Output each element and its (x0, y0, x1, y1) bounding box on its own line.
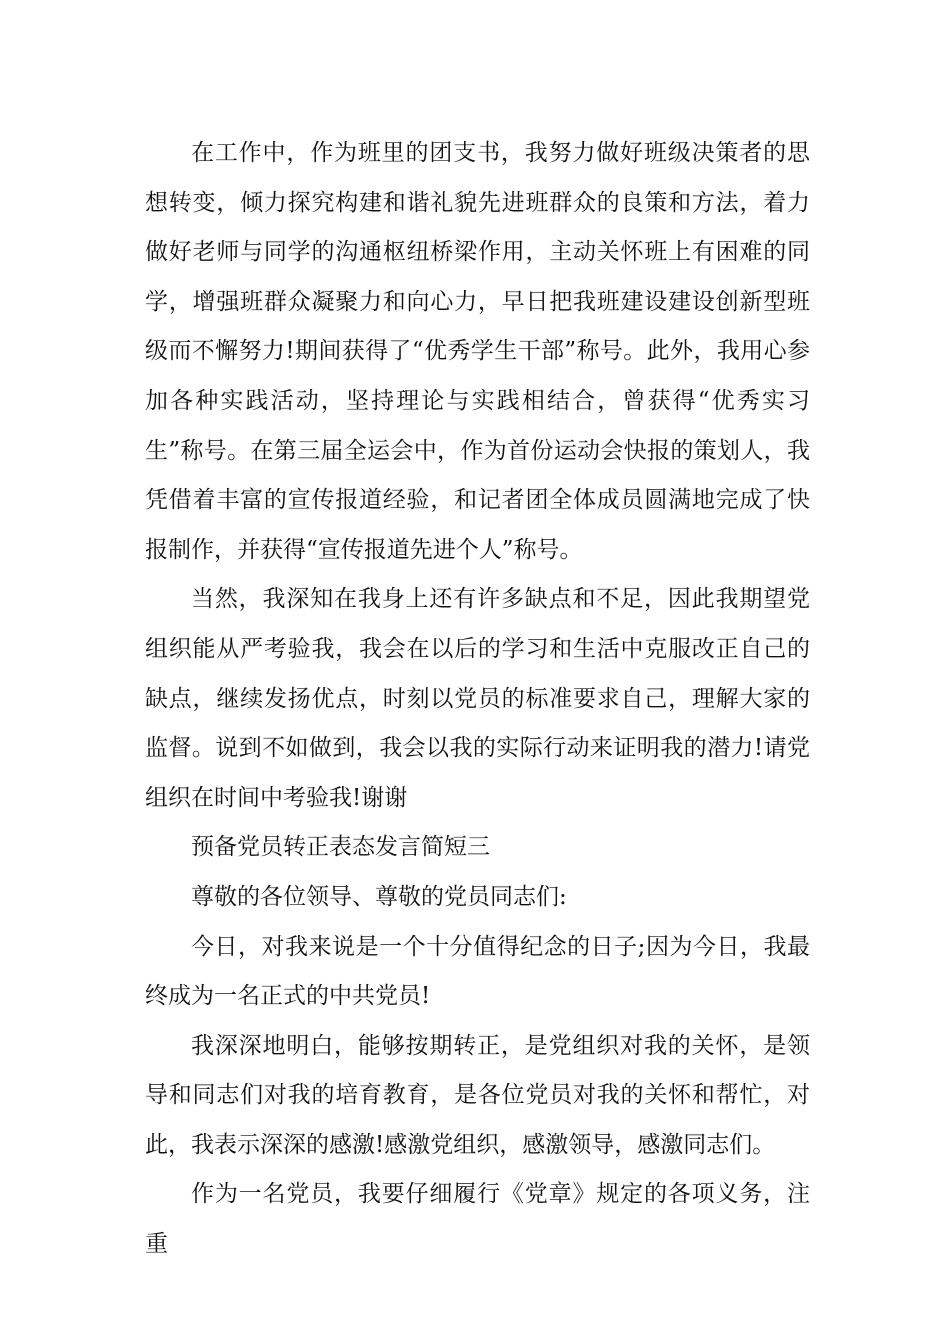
paragraph-today: 今日，对我来说是一个十分值得纪念的日子;因为今日，我最终成为一名正式的中共党员! (145, 933, 810, 1010)
salutation: 尊敬的各位领导、尊敬的党员同志们: (191, 883, 567, 910)
paragraph-gratitude: 我深深地明白，能够按期转正，是党组织对我的关怀，是领导和同志们对我的培育教育，是各位党员对我的关怀和帮忙，对此，我表示深深的感激!感激党组织，感激领导，感激同志们。 (145, 1032, 810, 1158)
paragraph-work-achievements: 在工作中，作为班里的团支书，我努力做好班级决策者的思想转变，倾力探究构建和谐礼貌先进班群众的良策和方法，着力做好老师与同学的沟通枢纽桥梁作用，主动关怀班上有困难的同学，增强班群众凝聚力和向心力，早日把我班建设建设创新型班级而不懈努力!期间获得了“优秀学生干部”称号。此外，我用心参加各种实践活动，坚持理论与实践相结合，曾获得“优秀实习生”称号。在第三届全运会中，作为首份运动会快报的策划人，我凭借着丰富的宣传报道经验，和记者团全体成员圆满地完成了快报制作，并获得“宣传报道先进个人”称号。 (145, 140, 810, 563)
section-title: 预备党员转正表态发言简短三 (191, 834, 490, 861)
paragraph-duties: 作为一名党员，我要仔细履行《党章》规定的各项义务，注重 (145, 1181, 810, 1258)
document-body (145, 129, 810, 1270)
paragraph-shortcomings: 当然，我深知在我身上还有许多缺点和不足，因此我期望党组织能从严考验我，我会在以后的学习和生活中克服改正自己的缺点，继续发扬优点，时刻以党员的标准要求自己，理解大家的监督。说到不如做到，我会以我的实际行动来证明我的潜力!请党组织在时间中考验我!谢谢 (145, 586, 810, 811)
